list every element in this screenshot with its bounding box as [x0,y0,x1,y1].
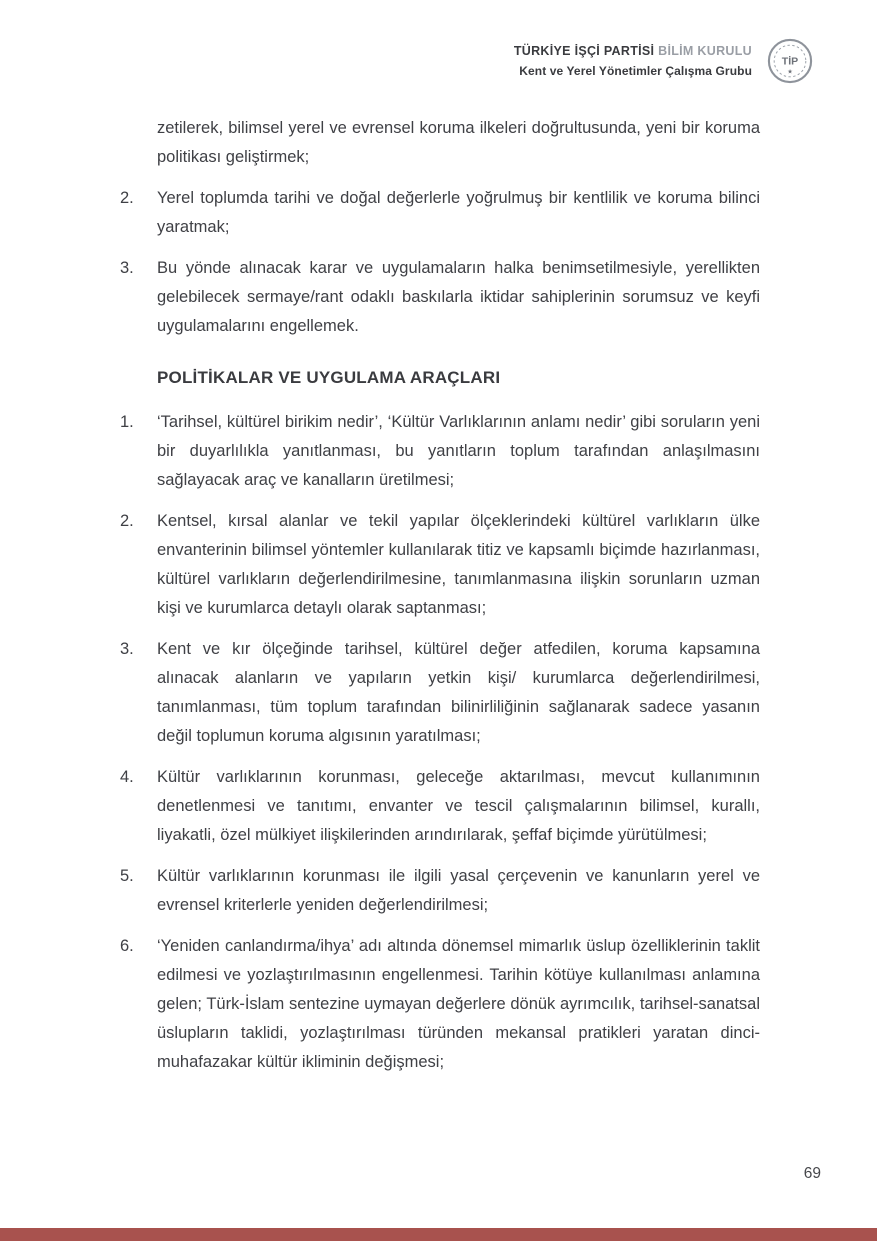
list-item-text: Yerel toplumda tarihi ve doğal değerlerle yoğrulmuş bir kentlilik ve koruma bilinci yaratmak; [157,189,760,236]
list-item-number: 6. [120,937,134,955]
list-item-number: 2. [120,512,134,530]
list-item-number: 1. [120,413,134,431]
page-header [0,0,877,84]
list-item-text: Kültür varlıklarının korunması ile ilgili yasal çerçevenin ve kanunların yerel ve evrensel kriterlerle yeniden değerlendirilmesi; [157,867,760,914]
bottom-accent-bar [0,1228,877,1241]
list-item [120,635,760,751]
continuation-paragraph: zetilerek, bilimsel yerel ve evrensel koruma ilkeleri doğrultusunda, yeni bir koruma politikası geliştirmek; [157,119,760,166]
org-title-main: TÜRKİYE İŞÇİ PARTİSİ [513,43,655,58]
logo-text: TİP [781,55,799,68]
page-number: 69 [803,1165,821,1182]
list-item-number: 5. [120,867,134,885]
section-heading: POLİTİKALAR VE UYGULAMA ARAÇLARI [157,368,501,387]
page-content [0,84,877,1077]
list-item-number: 4. [120,768,134,786]
list-item-text: Kent ve kır ölçeğinde tarihsel, kültürel değer atfedilen, koruma kapsamına alınacak alanların ve yapıların yetkin kişi/ kurumlarca değerlendirilmesi, tanımlanması, tüm toplum tarafından bilinirliliğinin sağlanarak sadece yasanın değil toplumun koruma algısının yaratılması; [157,640,760,745]
logo-star-icon: ★ [787,68,793,76]
list-item [120,184,760,242]
list-item-number: 3. [120,640,134,658]
list-item-number: 2. [120,189,134,207]
list-item [120,862,760,920]
list-item [120,507,760,623]
org-title-sub: BİLİM KURULU [658,43,752,58]
header-text [514,43,752,79]
list-item [120,932,760,1077]
list-item-text: Bu yönde alınacak karar ve uygulamaların halka benimsetilmesiyle, yerellikten gelebilecek sermaye/rant odaklı baskılarla iktidar sahiplerinin sorumsuz ve keyfi uygulamalarını engellemek. [157,259,760,335]
list-item-text: Kentsel, kırsal alanlar ve tekil yapılar ölçeklerindeki kültürel varlıkların ülke envanterinin bilimsel yöntemler kullanılarak titiz ve kapsamlı biçimde hazırlanması, kültürel varlıkların değerlendirilmesine, tanımlanmasına ilişkin sorunların uzman kişi ve kurumlarca detaylı olarak saptanması; [157,512,760,617]
list-item [120,408,760,495]
list-item [120,763,760,850]
list-item-text: ‘Yeniden canlandırma/ihya’ adı altında dönemsel mimarlık üslup özelliklerinin taklit edilmesi ve yozlaştırılmasının engellenmesi. Tarihin kötüye kullanılması anlamına gelen; Türk-İslam sentezine uymayan değerlere dönük ayrımcılık, tarihsel-sanatsal üslupların taklidi, yozlaştırılması türünden mekansal pratikleri yaratan dinci-muhafazakar kültür ikliminin değişmesi; [157,937,760,1071]
list-item-number: 3. [120,259,134,277]
list-item-text: Kültür varlıklarının korunması, geleceğe aktarılması, mevcut kullanımının denetlenmesi ve tanıtımı, envanter ve tescil çalışmalarının bilimsel, kurallı, liyakatli, özel mülkiyet ilişkilerinden arındırılarak, şeffaf biçimde yürütülmesi; [157,768,760,844]
tip-party-logo-icon [767,38,813,84]
list-item-text: ‘Tarihsel, kültürel birikim nedir’, ‘Kültür Varlıklarının anlamı nedir’ gibi soruların yeni bir duyarlılıkla yanıtlanması, bu yanıtların toplum tarafından anlaşılmasını sağlayacak araç ve kanalların üretilmesi; [157,413,760,489]
list-item [120,254,760,341]
workgroup-subtitle: Kent ve Yerel Yönetimler Çalışma Grubu [519,63,752,78]
org-title [514,43,752,60]
